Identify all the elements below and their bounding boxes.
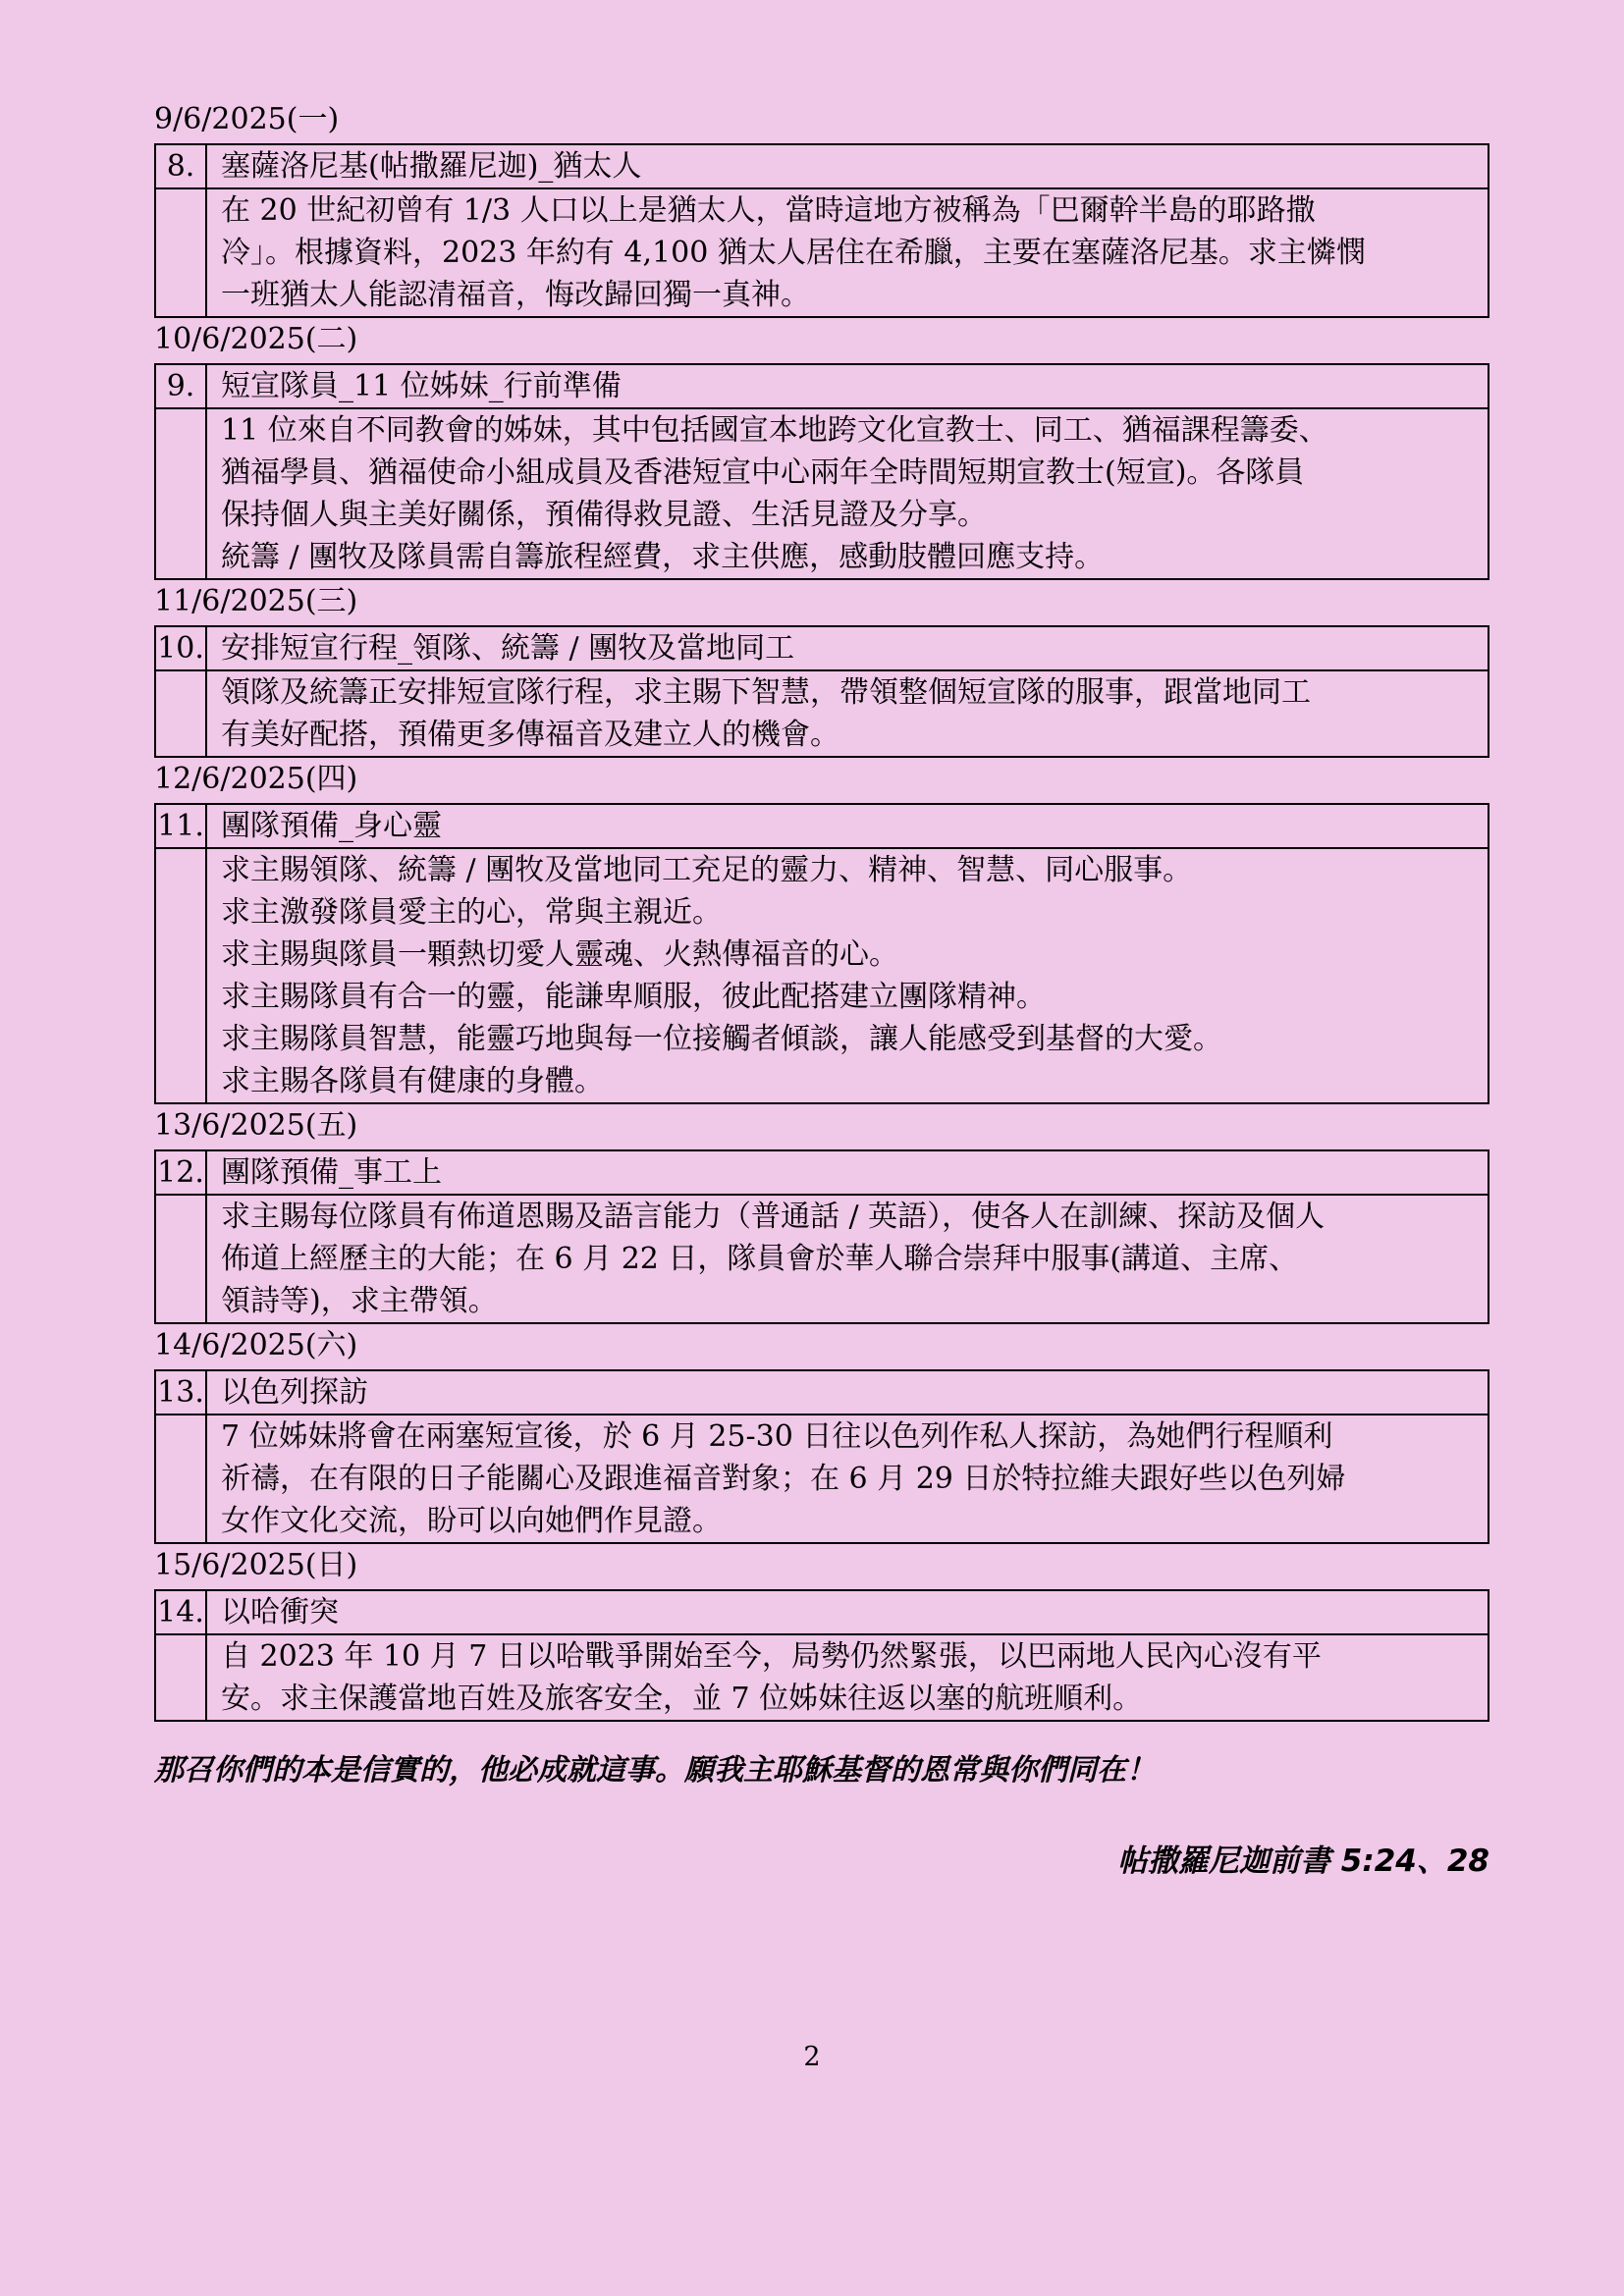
item-number-blank xyxy=(155,670,206,757)
entry-date: 13/6/2025(五) xyxy=(154,1108,358,1143)
item-number-blank xyxy=(155,188,206,317)
item-number: 10. xyxy=(155,626,206,670)
item-title: 短宣隊員_11 位姊妹_行前準備 xyxy=(206,364,1489,408)
prayer-entry xyxy=(154,758,1489,1104)
item-body-line: 領隊及統籌正安排短宣隊行程，求主賜下智慧，帶領整個短宣隊的服事，跟當地同工 xyxy=(221,675,1311,710)
item-body-line: 求主賜領隊、統籌 / 團牧及當地同工充足的靈力、精神、智慧、同心服事。 xyxy=(221,853,1193,887)
prayer-item-table xyxy=(154,1149,1489,1324)
item-number: 13. xyxy=(155,1370,206,1415)
prayer-entry xyxy=(154,1104,1489,1324)
entry-date: 11/6/2025(三) xyxy=(154,584,358,618)
item-body-line: 求主賜每位隊員有佈道恩賜及語言能力（普通話 / 英語），使各人在訓練、探訪及個人 xyxy=(221,1200,1326,1234)
scripture-reference: 帖撒羅尼迦前書 5:24、28 xyxy=(1116,1843,1489,1879)
prayer-entry xyxy=(154,98,1489,318)
item-body-line: 保持個人與主美好關係，預備得救見證、生活見證及分享。 xyxy=(221,498,987,532)
prayer-item-table xyxy=(154,803,1489,1104)
item-number-blank xyxy=(155,1415,206,1543)
item-body-line: 求主激發隊員愛主的心，常與主親近。 xyxy=(221,895,722,930)
item-body-line: 冷」。根據資料，2023 年約有 4,100 猶太人居住在希臘，主要在塞薩洛尼基。求主憐憫 xyxy=(221,236,1366,270)
item-body xyxy=(206,408,1489,579)
item-body-line: 有美好配搭，預備更多傳福音及建立人的機會。 xyxy=(221,718,839,752)
item-body-line: 求主賜與隊員一顆熱切愛人靈魂、火熱傳福音的心。 xyxy=(221,937,898,972)
entry-date: 10/6/2025(二) xyxy=(154,322,358,356)
item-title: 安排短宣行程_領隊、統籌 / 團牧及當地同工 xyxy=(206,626,1489,670)
prayer-entry xyxy=(154,1544,1489,1722)
document-body xyxy=(154,98,1489,1883)
prayer-entry xyxy=(154,318,1489,580)
prayer-entry xyxy=(154,1324,1489,1544)
item-number: 12. xyxy=(155,1150,206,1195)
item-number-blank xyxy=(155,1634,206,1721)
item-number: 14. xyxy=(155,1590,206,1634)
item-body-line: 領詩等)，求主帶領。 xyxy=(221,1284,498,1318)
item-body-line: 猶福學員、猶福使命小組成員及香港短宣中心兩年全時間短期宣教士(短宣)。各隊員 xyxy=(221,455,1305,490)
item-body-line: 求主賜隊員智慧，能靈巧地與每一位接觸者傾談，讓人能感受到基督的大愛。 xyxy=(221,1022,1222,1056)
prayer-item-table xyxy=(154,625,1489,758)
prayer-item-table xyxy=(154,363,1489,580)
item-body-line: 求主賜隊員有合一的靈，能謙卑順服，彼此配搭建立團隊精神。 xyxy=(221,980,1046,1014)
item-title: 團隊預備_身心靈 xyxy=(206,804,1489,848)
prayer-item-table xyxy=(154,143,1489,318)
item-number: 9. xyxy=(155,364,206,408)
item-title: 以哈衝突 xyxy=(206,1590,1489,1634)
item-body-line: 佈道上經歷主的大能；在 6 月 22 日，隊員會於華人聯合崇拜中服事(講道、主席、 xyxy=(221,1242,1299,1276)
prayer-entry xyxy=(154,580,1489,758)
item-body-line: 求主賜各隊員有健康的身體。 xyxy=(221,1064,604,1098)
prayer-entries xyxy=(154,98,1489,1722)
item-number: 11. xyxy=(155,804,206,848)
item-body-line: 11 位來自不同教會的姊妹，其中包括國宣本地跨文化宣教士、同工、猶福課程籌委、 xyxy=(221,413,1328,448)
item-body xyxy=(206,848,1489,1103)
item-body-line: 安。求主保護當地百姓及旅客安全，並 7 位姊妹往返以塞的航班順利。 xyxy=(221,1682,1143,1716)
item-number-blank xyxy=(155,408,206,579)
item-body xyxy=(206,1415,1489,1543)
entry-date: 14/6/2025(六) xyxy=(154,1328,358,1362)
item-title: 以色列探訪 xyxy=(206,1370,1489,1415)
entry-date: 9/6/2025(一) xyxy=(154,102,340,136)
page-number: 2 xyxy=(803,2042,821,2072)
item-body xyxy=(206,670,1489,757)
entry-date: 12/6/2025(四) xyxy=(154,762,358,796)
closing-verse: 那召你們的本是信實的，他必成就這事。願我主耶穌基督的恩常與你們同在！ xyxy=(154,1753,1156,1788)
item-body-line: 在 20 世紀初曾有 1/3 人口以上是猶太人，當時這地方被稱為「巴爾幹半島的耶路撒 xyxy=(221,193,1316,228)
item-body-line: 統籌 / 團牧及隊員需自籌旅程經費，求主供應，感動肢體回應支持。 xyxy=(221,540,1105,574)
item-number: 8. xyxy=(155,144,206,188)
item-body-line: 祈禱，在有限的日子能關心及跟進福音對象；在 6 月 29 日於特拉維夫跟好些以色列婦 xyxy=(221,1462,1346,1496)
prayer-item-table xyxy=(154,1589,1489,1722)
item-body-line: 自 2023 年 10 月 7 日以哈戰爭開始至今，局勢仍然緊張，以巴兩地人民內心沒有平 xyxy=(221,1639,1322,1674)
item-number-blank xyxy=(155,848,206,1103)
entry-date: 15/6/2025(日) xyxy=(154,1548,358,1582)
item-title: 團隊預備_事工上 xyxy=(206,1150,1489,1195)
item-body xyxy=(206,1634,1489,1721)
item-body-line: 女作文化交流，盼可以向她們作見證。 xyxy=(221,1504,722,1538)
item-number-blank xyxy=(155,1195,206,1323)
prayer-item-table xyxy=(154,1369,1489,1544)
item-body xyxy=(206,188,1489,317)
item-body xyxy=(206,1195,1489,1323)
item-body-line: 7 位姊妹將會在兩塞短宣後，於 6 月 25-30 日往以色列作私人探訪，為她們行程順利 xyxy=(221,1419,1333,1454)
item-body-line: 一班猶太人能認清福音，悔改歸回獨一真神。 xyxy=(221,278,810,312)
item-title: 塞薩洛尼基(帖撒羅尼迦)_猶太人 xyxy=(206,144,1489,188)
